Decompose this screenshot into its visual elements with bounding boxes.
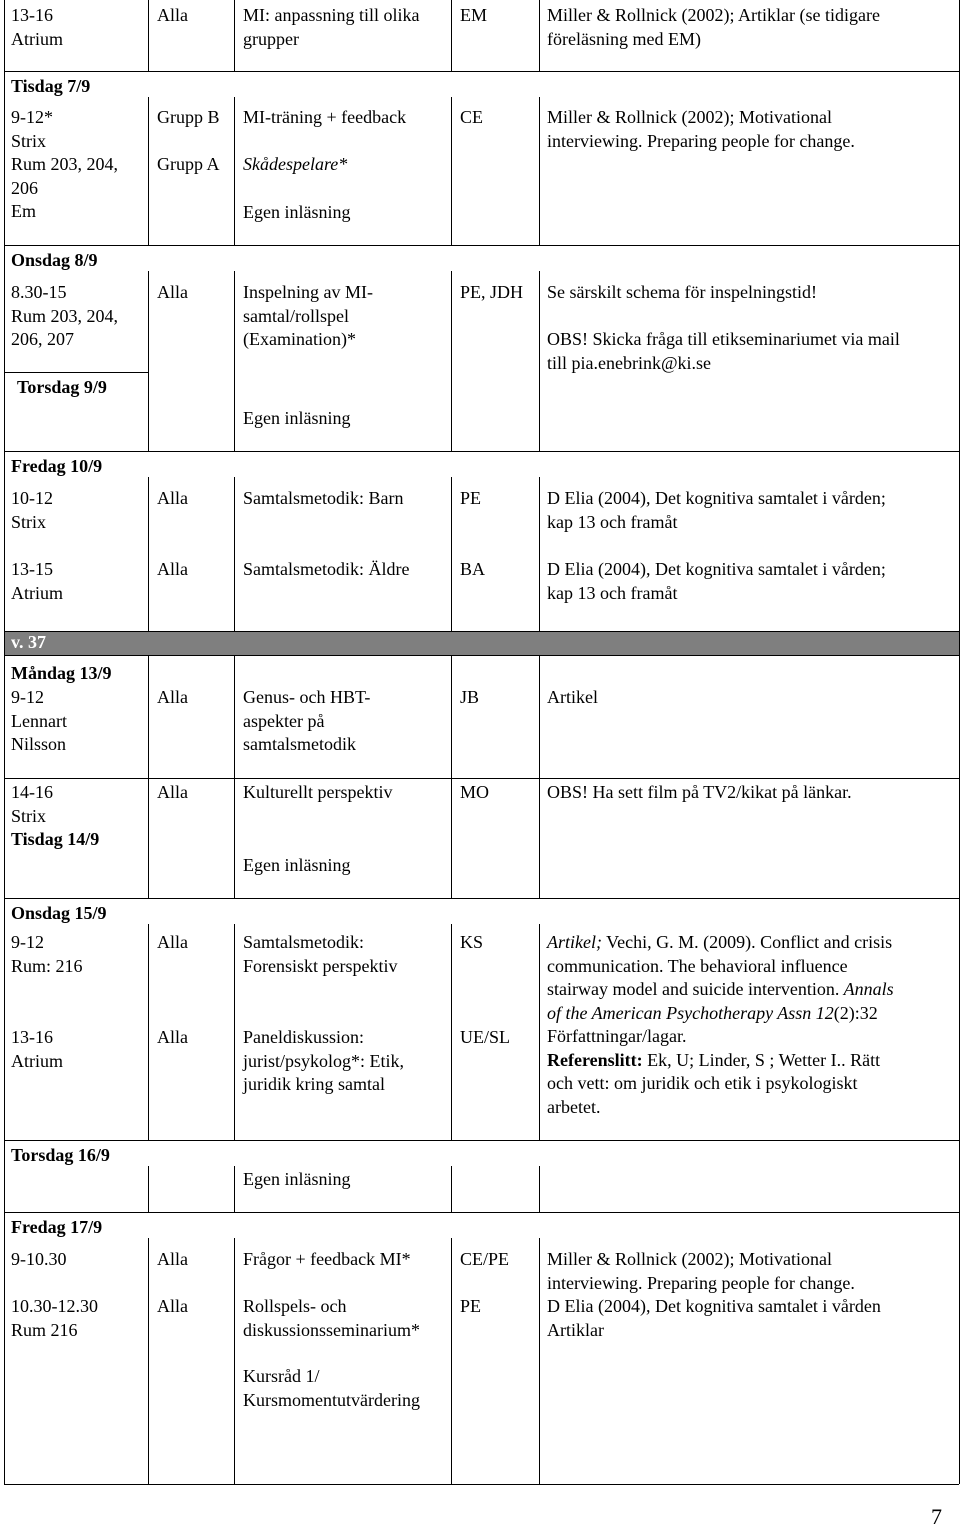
table-rule xyxy=(234,655,235,898)
teacher-cell: CE/PE xyxy=(460,1249,510,1269)
group-cell: Grupp A xyxy=(157,154,220,174)
teacher-cell: KS xyxy=(460,932,484,952)
table-rule xyxy=(4,451,959,452)
activity-cell: Egen inläsning xyxy=(243,202,351,222)
table-rule xyxy=(234,477,235,631)
day-heading: Fredag 17/9 xyxy=(11,1217,103,1237)
activity-cell: Genus- och HBT- aspekter på samtalsmetodik xyxy=(243,687,371,754)
activity-cell: Rollspels- och diskussionsseminarium* xyxy=(243,1296,421,1340)
day-heading: Fredag 10/9 xyxy=(11,456,103,476)
literature-cell: Se särskilt schema för inspelningstid! xyxy=(547,282,817,302)
group-cell: Alla xyxy=(157,5,188,25)
group-cell: Alla xyxy=(157,559,188,579)
table-rule xyxy=(4,245,959,246)
table-rule xyxy=(539,477,540,631)
activity-cell: Egen inläsning xyxy=(243,855,351,875)
literature-cell: Artikel xyxy=(547,687,598,707)
activity-cell: Samtalsmetodik: Äldre xyxy=(243,559,410,579)
time-cell: 10.30-12.30 Rum 216 xyxy=(11,1296,98,1340)
day-heading: Tisdag 7/9 xyxy=(11,76,91,96)
time-cell: 9-10.30 xyxy=(11,1249,67,1269)
table-rule xyxy=(4,1484,959,1485)
table-rule xyxy=(451,477,452,631)
time-cell: 8.30-15 Rum 203, 204, 206, 207 xyxy=(11,282,119,349)
activity-cell: Skådespelare* xyxy=(243,154,348,174)
time-cell: 13-16 Atrium xyxy=(11,5,63,49)
day-heading: Onsdag 15/9 xyxy=(11,903,107,923)
activity-cell: MI-träning + feedback xyxy=(243,107,407,127)
group-cell: Alla xyxy=(157,1027,188,1047)
table-rule xyxy=(148,655,149,898)
table-rule xyxy=(234,271,235,451)
day-heading: Måndag 13/9 xyxy=(11,663,112,683)
time-cell: 13-15 Atrium xyxy=(11,559,63,603)
literature-cell: Artikel; Vechi, G. M. (2009). Conflict and crisis communication. The behavioral influence stairway model and suicide intervention. Annals of the American Psychotherapy Assn 12(2):32 Författningar/lagar. Referenslitt: Ek, U; Linder, S ; Wetter I.. Rätt och vett: om juridik och etik i psykologiskt arbetet. xyxy=(547,932,894,1117)
table-rule xyxy=(148,477,149,631)
table-rule xyxy=(234,924,235,1140)
table-rule xyxy=(234,1238,235,1484)
table-rule xyxy=(539,97,540,245)
activity-cell: Inspelning av MI- samtal/rollspel (Examination)* xyxy=(243,282,373,349)
table-rule xyxy=(4,372,148,373)
literature-cell: Miller & Rollnick (2002); Motivational interviewing. Preparing people for change. xyxy=(547,107,855,151)
group-cell: Alla xyxy=(157,1296,188,1316)
group-cell: Alla xyxy=(157,782,188,802)
time-cell: 13-16 Atrium xyxy=(11,1027,63,1071)
time-cell: 14-16 Strix xyxy=(11,782,53,826)
table-rule xyxy=(539,0,540,71)
table-rule xyxy=(451,1166,452,1212)
teacher-cell: BA xyxy=(460,559,486,579)
table-rule xyxy=(451,271,452,451)
activity-cell: MI: anpassning till olika grupper xyxy=(243,5,420,49)
table-rule xyxy=(234,1166,235,1212)
time-cell: 10-12 Strix xyxy=(11,488,53,532)
group-cell: Alla xyxy=(157,932,188,952)
week-band xyxy=(4,631,959,655)
activity-cell: Egen inläsning xyxy=(243,408,351,428)
week-label: v. 37 xyxy=(11,632,47,652)
teacher-cell: PE xyxy=(460,1296,482,1316)
table-rule xyxy=(451,655,452,898)
table-rule xyxy=(539,1238,540,1484)
activity-cell: Egen inläsning xyxy=(243,1169,351,1189)
table-rule xyxy=(234,97,235,245)
time-cell: 9-12* Strix Rum 203, 204, 206 Em xyxy=(11,107,119,221)
teacher-cell: MO xyxy=(460,782,490,802)
table-rule xyxy=(148,97,149,245)
activity-cell: Kulturellt perspektiv xyxy=(243,782,393,802)
literature-cell: Miller & Rollnick (2002); Artiklar (se tidigare föreläsning med EM) xyxy=(547,5,880,49)
table-rule xyxy=(451,0,452,71)
page-number: 7 xyxy=(931,1504,942,1529)
table-rule xyxy=(148,924,149,1140)
activity-cell: Paneldiskussion: jurist/psykolog*: Etik, juridik kring samtal xyxy=(243,1027,405,1094)
literature-cell: Miller & Rollnick (2002); Motivational interviewing. Preparing people for change. D Elia (2004), Det kognitiva samtalet i vården Artiklar xyxy=(547,1249,881,1340)
group-cell: Grupp B xyxy=(157,107,220,127)
activity-cell: Frågor + feedback MI* xyxy=(243,1249,411,1269)
table-rule xyxy=(451,924,452,1140)
table-rule xyxy=(4,631,959,632)
literature-cell: OBS! Ha sett film på TV2/kikat på länkar. xyxy=(547,782,852,802)
group-cell: Alla xyxy=(157,282,188,302)
day-heading: Tisdag 14/9 xyxy=(11,829,100,849)
table-rule xyxy=(148,0,149,71)
table-rule xyxy=(4,1212,959,1213)
table-rule xyxy=(539,655,540,898)
table-rule xyxy=(148,1238,149,1484)
literature-cell: OBS! Skicka fråga till etikseminariumet via mail till pia.enebrink@ki.se xyxy=(547,329,900,373)
teacher-cell: EM xyxy=(460,5,487,25)
table-rule xyxy=(451,97,452,245)
table-rule xyxy=(539,924,540,1140)
time-cell: 9-12 Lennart Nilsson xyxy=(11,687,67,754)
day-heading: Onsdag 8/9 xyxy=(11,250,98,270)
day-heading: Torsdag 16/9 xyxy=(11,1145,110,1165)
literature-cell: D Elia (2004), Det kognitiva samtalet i vården; kap 13 och framåt xyxy=(547,488,886,532)
activity-cell: Samtalsmetodik: Barn xyxy=(243,488,404,508)
activity-cell: Kursråd 1/ Kursmomentutvärdering xyxy=(243,1366,420,1410)
teacher-cell: CE xyxy=(460,107,484,127)
teacher-cell: UE/SL xyxy=(460,1027,511,1047)
table-rule xyxy=(148,271,149,451)
table-rule xyxy=(4,0,5,1484)
table-rule xyxy=(539,1166,540,1212)
day-heading: Torsdag 9/9 xyxy=(17,377,107,397)
teacher-cell: PE xyxy=(460,488,482,508)
teacher-cell: JB xyxy=(460,687,480,707)
time-cell: 9-12 Rum: 216 xyxy=(11,932,83,976)
table-rule xyxy=(4,1140,959,1141)
group-cell: Alla xyxy=(157,1249,188,1269)
activity-cell: Samtalsmetodik: Forensiskt perspektiv xyxy=(243,932,398,976)
table-rule xyxy=(539,271,540,451)
table-rule xyxy=(4,71,959,72)
group-cell: Alla xyxy=(157,488,188,508)
table-rule xyxy=(234,0,235,71)
literature-cell: D Elia (2004), Det kognitiva samtalet i vården; kap 13 och framåt xyxy=(547,559,886,603)
table-rule xyxy=(4,898,959,899)
teacher-cell: PE, JDH xyxy=(460,282,524,302)
group-cell: Alla xyxy=(157,687,188,707)
table-rule xyxy=(148,1166,149,1212)
table-rule xyxy=(451,1238,452,1484)
